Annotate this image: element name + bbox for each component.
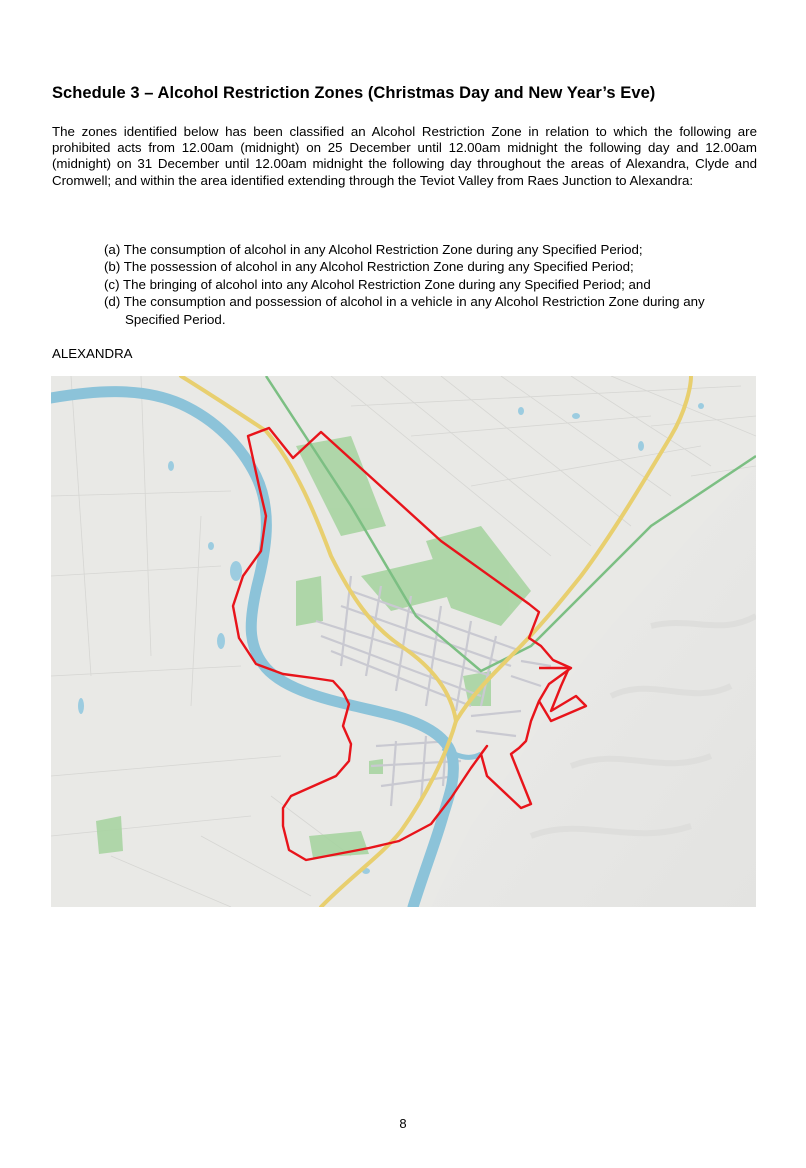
prohibited-act-item: (c) The bringing of alcohol into any Alcohol Restriction Zone during any Specified Period; and xyxy=(104,276,651,292)
map-section-label: ALEXANDRA xyxy=(52,346,133,361)
page-title: Schedule 3 – Alcohol Restriction Zones (Christmas Day and New Year’s Eve) xyxy=(52,84,656,102)
page-number: 8 xyxy=(399,1116,407,1131)
intro-paragraph: The zones identified below has been classified an Alcohol Restriction Zone in relation to which the following are prohibited acts from 12.00am (midnight) on 25 December until 12.00am midnight the following day and 12.00am (midnight) on 31 December until 12.00am midnight the following day throughout the areas of Alexandra, Clyde and Cromwell; and within the area identified extending through the Teviot Valley from Raes Junction to Alexandra: xyxy=(52,124,757,188)
alexandra-zone-map xyxy=(51,376,756,907)
prohibited-acts-list xyxy=(104,241,754,328)
map-canvas xyxy=(51,376,756,907)
prohibited-act-item: (a) The consumption of alcohol in any Alcohol Restriction Zone during any Specified Period; xyxy=(104,242,643,257)
prohibited-act-item: (d) The consumption and possession of alcohol in a vehicle in any Alcohol Restriction Zone during any Specified Period. xyxy=(104,294,705,327)
prohibited-act-item: (b) The possession of alcohol in any Alcohol Restriction Zone during any Specified Period; xyxy=(104,259,634,275)
